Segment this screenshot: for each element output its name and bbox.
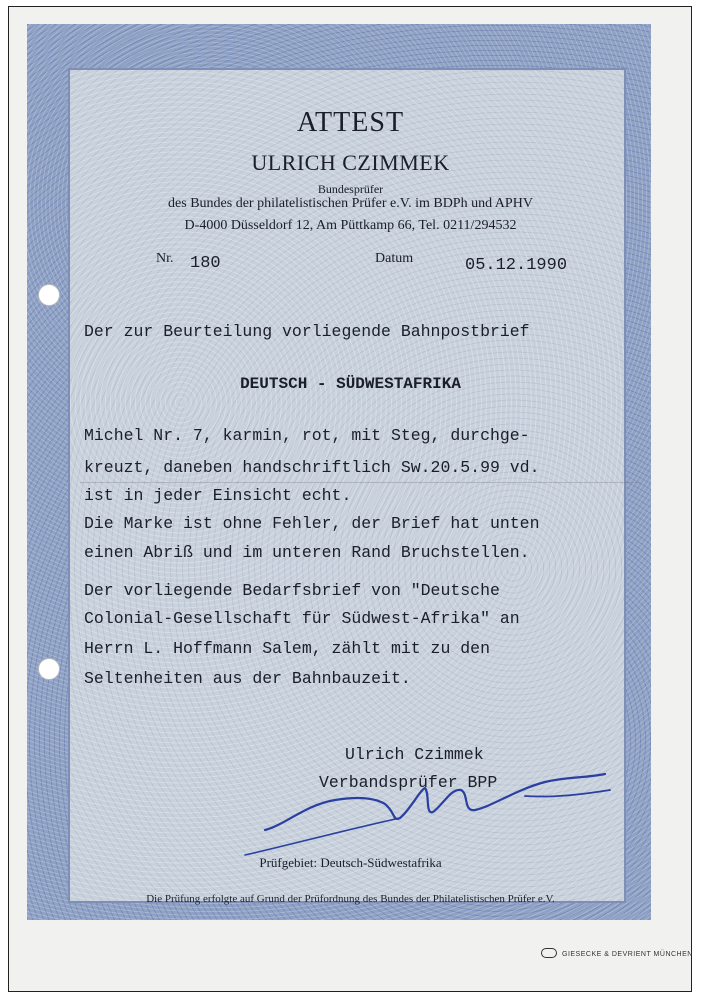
body-line-6: Der vorliegende Bedarfsbrief von "Deutsche xyxy=(84,581,500,600)
examiner-role: Bundesprüfer xyxy=(317,182,384,196)
body-line-4: Die Marke ist ohne Fehler, der Brief hat unten xyxy=(84,514,540,533)
body-line-1: Michel Nr. 7, karmin, rot, mit Steg, durchge- xyxy=(84,426,530,445)
printer-imprint: GIESECKE & DEVRIENT MÜNCHEN xyxy=(562,951,693,958)
signatory-name: Ulrich Czimmek xyxy=(345,745,484,764)
paper-fold-line xyxy=(80,482,640,483)
examination-area: Prüfgebiet: Deutsch-Südwestafrika xyxy=(259,855,442,870)
body-line-2: kreuzt, daneben handschriftlich Sw.20.5.99 vd. xyxy=(84,458,540,477)
examiner-name: ULRICH CZIMMEK xyxy=(251,150,450,175)
body-line-3: ist in jeder Einsicht echt. xyxy=(84,486,352,505)
signatory-role: Verbandsprüfer BPP xyxy=(319,773,498,792)
date-label: Datum xyxy=(375,251,414,266)
association-line: des Bundes der philatelistischen Prüfer e.V. im BDPh und APHV xyxy=(168,196,533,211)
address-line: D-4000 Düsseldorf 12, Am Püttkamp 66, Tel. 0211/294532 xyxy=(184,218,517,233)
certificate-title: ATTEST xyxy=(296,107,405,138)
region-heading: DEUTSCH - SÜDWESTAFRIKA xyxy=(240,375,461,393)
handwritten-signature xyxy=(225,760,625,870)
printer-logo-icon xyxy=(541,948,557,958)
body-line-8: Herrn L. Hoffmann Salem, zählt mit zu den xyxy=(84,639,490,658)
punch-hole-upper xyxy=(38,284,60,306)
number-value: 180 xyxy=(190,254,221,273)
body-line-5: einen Abriß und im unteren Rand Bruchstellen. xyxy=(84,543,530,562)
body-line-9: Seltenheiten aus der Bahnbauzeit. xyxy=(84,669,411,688)
intro-line: Der zur Beurteilung vorliegende Bahnpostbrief xyxy=(84,322,530,341)
punch-hole-lower xyxy=(38,658,60,680)
footer-note: Die Prüfung erfolgte auf Grund der Prüfordnung des Bundes der Philatelistischen Prüfer e.V. xyxy=(146,893,555,905)
body-line-7: Colonial-Gesellschaft für Südwest-Afrika" an xyxy=(84,609,520,628)
date-value: 05.12.1990 xyxy=(465,256,568,275)
number-label: Nr. xyxy=(156,251,174,266)
